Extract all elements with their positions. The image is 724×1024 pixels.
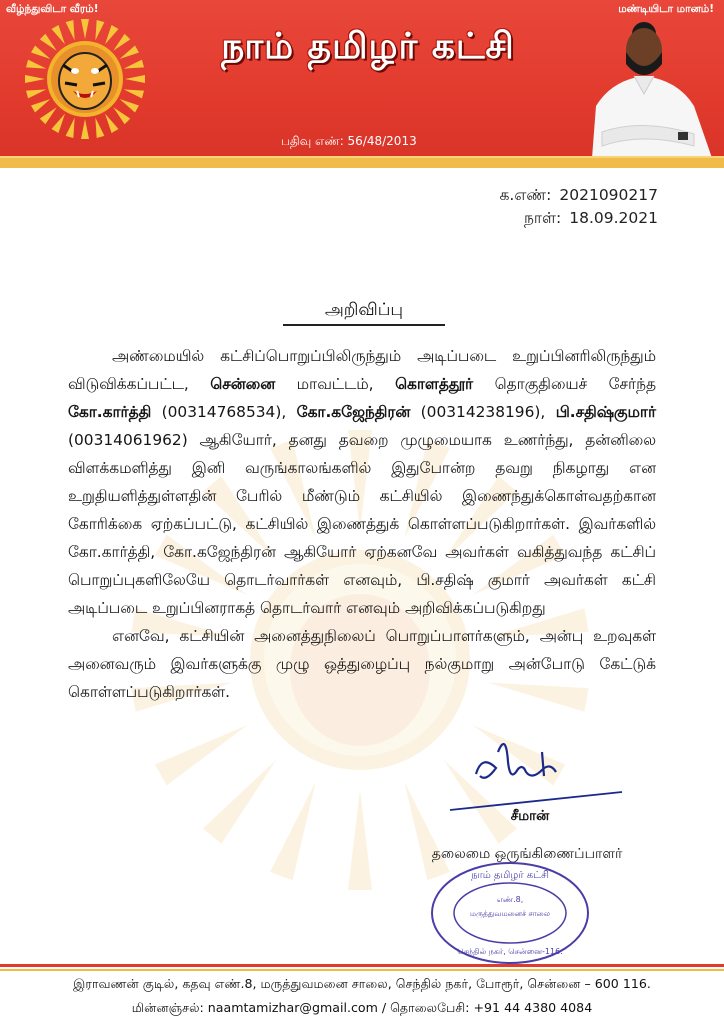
- date-row: [470, 207, 658, 230]
- reference-block: [470, 184, 658, 230]
- stamp-line-4: செந்தில் நகர், சென்னை-116.: [457, 947, 563, 956]
- footer-border-gold: [0, 969, 724, 971]
- paragraph-text: அண்மையில் கட்சிப்பொறுப்பிலிருந்தும் அடிப்படை உறுப்பினரிலிருந்தும் விடுவிக்கப்பட்ட,: [68, 347, 656, 393]
- paragraph-text: தொகுதியைச் சேர்ந்த: [473, 375, 656, 393]
- title-underline: [283, 324, 445, 326]
- registration-number: பதிவு எண்: 56/48/2013: [281, 134, 417, 148]
- stamp-line-3: மருத்துவமனைச் சாலை: [470, 909, 550, 918]
- stamp-line-1: நாம் தமிழர் கட்சி: [471, 870, 549, 881]
- notice-paragraph-2: எனவே, கட்சியின் அனைத்துநிலைப் பொறுப்பாளர்களும், அன்பு உறவுகள் அனைவரும் இவர்களுக்கு முழு ஒத்துழைப்பு நல்குமாறு அன்போடு கேட்டுக் கொள்ளப்படுகிறார்கள்.: [68, 627, 656, 701]
- member-name: கோ.கஜேந்திரன்: [296, 403, 411, 421]
- slogan-right: மண்டியிடா மானம்!: [618, 3, 714, 15]
- member-id: (00314768534),: [151, 403, 297, 421]
- footer-address: இராவணன் குடில், கதவு எண்.8, மருத்துவமனை சாலை, செந்தில் நகர், போரூர், சென்னை – 600 116.: [73, 976, 651, 991]
- party-seal-stamp: [428, 858, 592, 968]
- paragraph-text: மாவட்டம்,: [275, 375, 396, 393]
- district-name: சென்னை: [210, 375, 276, 393]
- footer-contact: மின்னஞ்சல்: naamtamizhar@gmail.com / தொலைபேசி: +91 44 4380 4084: [131, 1000, 593, 1015]
- party-name: நாம் தமிழர் கட்சி: [221, 26, 515, 67]
- reference-number: 2021090217: [559, 186, 658, 204]
- signatory-name: சீமான்: [510, 808, 550, 824]
- header-border-gold: [0, 158, 724, 168]
- member-name: கோ.கார்த்தி: [68, 403, 152, 421]
- reference-number-label: க.எண்:: [499, 186, 552, 204]
- letterhead-banner: [0, 0, 724, 158]
- date-label: நாள்:: [523, 209, 562, 227]
- date-value: 18.09.2021: [569, 209, 658, 227]
- member-name: பி.சதிஷ்குமார்: [555, 403, 656, 421]
- reference-number-row: [470, 184, 658, 207]
- notice-paragraph-1: [68, 342, 656, 622]
- stamp-line-2: எண்.8,: [496, 895, 524, 904]
- leader-portrait-icon: [582, 14, 718, 158]
- constituency-name: கொளத்தூர்: [395, 375, 474, 393]
- notice-title: அறிவிப்பு: [324, 300, 404, 320]
- paragraph-text: (00314061962) ஆகியோர், தனது தவறை முழுமையாக உணர்ந்து, தன்னிலை விளக்கமளித்து இனி வருங்காலங்களில் இதுபோன்ற தவறு நிகழாது என உறுதியளித்துள்ளதின் பேரில் மீண்டும் கட்சியில் இணைந்துக்கொள்வதற்கான கோரிக்கை ஏற்கப்பட்டு, கட்சியில் இணைத்துக் கொள்ளப்படுகிறார்கள். இவர்களில் கோ.கார்த்தி, கோ.கஜேந்திரன் ஆகியோர் ஏற்கனவே அவர்கள் வகித்துவந்த கட்சிப் பொறுப்புகளிலேயே தொடர்வார்கள் எனவும், பி.சதிஷ் குமார் அவர்கள் கட்சி அடிப்படை உறுப்பினராகத் தொடர்வார் எனவும் அறிவிக்கப்படுகிறது: [68, 431, 656, 617]
- footer-border: [0, 964, 724, 967]
- footer: [0, 972, 724, 1020]
- slogan-left: வீழ்ந்துவிடா வீரம்!: [6, 3, 99, 15]
- member-id: (00314238196),: [410, 403, 556, 421]
- signatory-role: தலைமை ஒருங்கிணைப்பாளர்: [431, 846, 623, 862]
- tiger-emblem-icon: [22, 16, 148, 142]
